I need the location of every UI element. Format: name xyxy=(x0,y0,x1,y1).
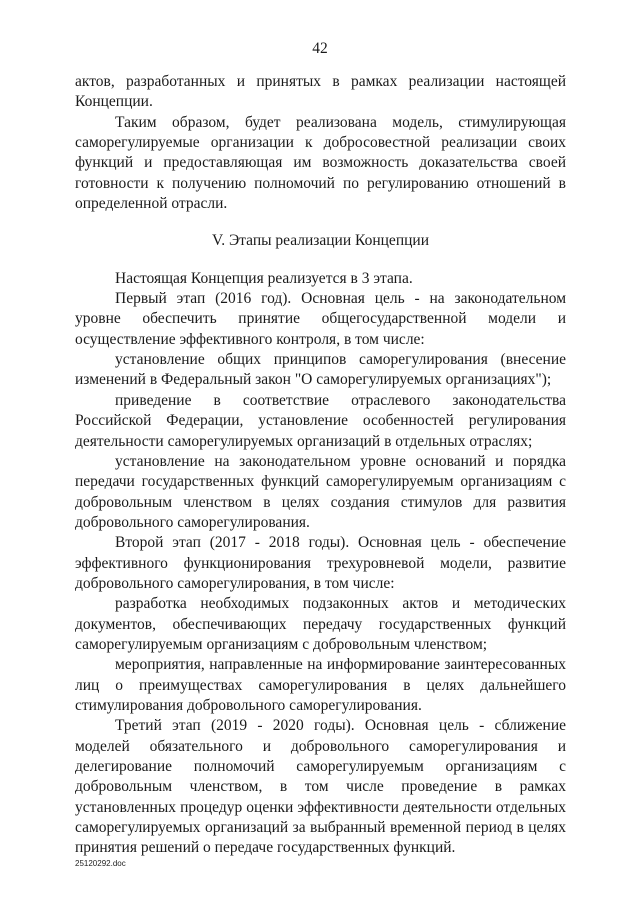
paragraph-stage-one-item-2: приведение в соответствие отраслевого законодательства Российской Федерации, установление особенностей регулирования деятельности саморегулируемых организаций в отдельных отраслях; xyxy=(75,391,566,450)
paragraph-stage-one-item-1: установление общих принципов саморегулирования (внесение изменений в Федеральный закон "О саморегулируемых организациях"); xyxy=(75,351,566,389)
section-heading: V. Этапы реализации Концепции xyxy=(212,232,429,250)
paragraph-stage-two-item-1: разработка необходимых подзаконных актов и методических документов, обеспечивающих передачу государственных функций саморегулируемым организациям с добровольным членством; xyxy=(75,595,566,653)
paragraph-stage-three: Третий этап (2019 - 2020 годы). Основная цель - сближение моделей обязательного и добровольного саморегулирования и делегирование полномочий саморегулируемым организациям с добровольным членством, в том числе проведение в рамках установленных процедур оценки эффективности деятельности отдельных саморегулируемых организаций за выбранный временной период в целях принятия решений о передаче государственных функций. xyxy=(75,717,566,857)
paragraph-stages-count: Настоящая Концепция реализуется в 3 этапа. xyxy=(115,269,413,287)
paragraph-stage-one-item-3: установление на законодательном уровне оснований и порядка передачи государственных функций саморегулируемым организациям с добровольным членством в целях создания стимулов для развития добровольного саморегулирования. xyxy=(75,452,566,531)
page-number: 42 xyxy=(312,40,328,57)
paragraph-stage-two: Второй этап (2017 - 2018 годы). Основная цель - обеспечение эффективного функционирования трехуровневой модели, развитие добровольного саморегулирования, в том числе: xyxy=(75,534,566,592)
paragraph-model-summary: Таким образом, будет реализована модель, стимулирующая саморегулируемые организации к добросовестной реализации своих функций и предоставляющая им возможность доказательства своей готовности к получению полномочий по регулированию отношений в определенной отрасли. xyxy=(75,113,566,213)
document-body xyxy=(75,72,566,859)
paragraph-continuation: актов, разработанных и принятых в рамках реализации настоящей Концепции. xyxy=(75,73,566,111)
footer-file-name: 25120292.doc xyxy=(75,859,126,868)
paragraph-stage-one: Первый этап (2016 год). Основная цель - на законодательном уровне обеспечить принятие общегосударственной модели и осуществление эффективного контроля, в том числе: xyxy=(75,290,566,348)
paragraph-stage-two-item-2: мероприятия, направленные на информирование заинтересованных лиц о преимуществах саморегулирования в целях дальнейшего стимулирования добровольного саморегулирования. xyxy=(75,656,566,714)
